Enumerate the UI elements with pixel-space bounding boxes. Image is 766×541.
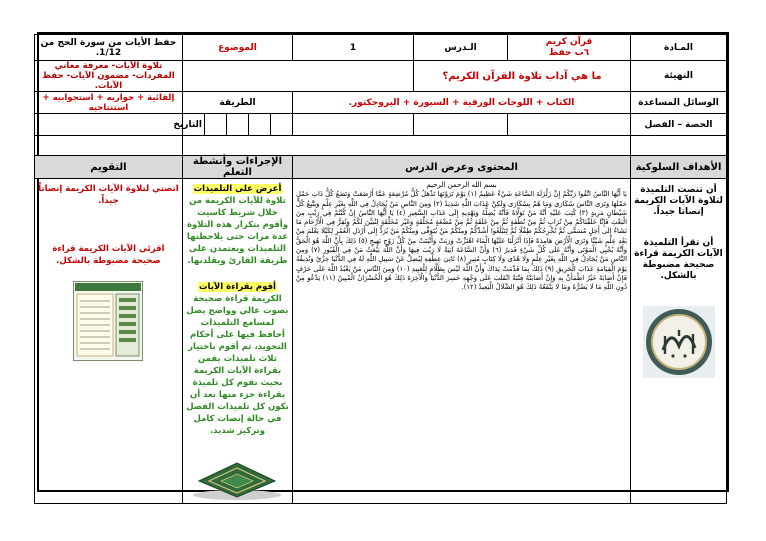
evaluation-read: اقرئي الآيات الكريمة قراءة صحيحة مضبوطة بالشكل. (52, 244, 165, 266)
warmup-question: ما هي آداب تلاوة القرآن الكريم؟ (414, 61, 631, 92)
topic-label: الموضوع (182, 35, 292, 61)
procedure-step-2 (186, 281, 289, 437)
quran-calligraphy-icon (643, 306, 715, 378)
lesson-plan-table (34, 34, 727, 504)
subject-label: المـادة (631, 35, 727, 61)
verses-text: يَا أَيُّهَا النَّاسُ اتَّقُوا رَبَّكُمْ إِنَّ زَلْزَلَةَ السَّاعَةِ شَيْءٌ عَظِيمٌ (١) يَوْمَ تَرَوْنَهَا تَذْهَلُ كُلُّ مُرْضِعَةٍ عَمَّا أَرْضَعَتْ وَتَضَعُ كُلُّ ذَاتِ حَمْلٍ حَمْلَهَا وَتَرَى النَّاسَ سُكَارَى وَمَا هُمْ بِسُكَارَى وَلَكِنَّ عَذَابَ اللَّهِ شَدِيدٌ (٢) وَمِنَ النَّاسِ مَنْ يُجَادِلُ فِي اللَّهِ بِغَيْرِ عِلْمٍ وَيَتَّبِعُ كُلَّ شَيْطَانٍ مَرِيدٍ (٣) كُتِبَ عَلَيْهِ أَنَّهُ مَنْ تَوَلَّاهُ فَأَنَّهُ يُضِلُّهُ وَيَهْدِيهِ إِلَى عَذَابِ السَّعِيرِ (٤) يَا أَيُّهَا النَّاسُ إِنْ كُنْتُمْ فِي رَيْبٍ مِنَ الْبَعْثِ فَإِنَّا خَلَقْنَاكُمْ مِنْ تُرَابٍ ثُمَّ مِنْ نُطْفَةٍ ثُمَّ مِنْ عَلَقَةٍ ثُمَّ مِنْ مُضْغَةٍ مُخَلَّقَةٍ وَغَيْرِ مُخَلَّقَةٍ لِنُبَيِّنَ لَكُمْ وَنُقِرُّ فِي الْأَرْحَامِ مَا نَشَاءُ إِلَى أَجَلٍ مُسَمًّى ثُمَّ نُخْرِجُكُمْ طِفْلًا ثُمَّ لِتَبْلُغُوا أَشُدَّكُمْ وَمِنْكُمْ مَنْ يُتَوَفَّى وَمِنْكُمْ مَنْ يُرَدُّ إِلَى أَرْذَلِ الْعُمُرِ لِكَيْلَا يَعْلَمَ مِنْ بَعْدِ عِلْمٍ شَيْئًا وَتَرَى الْأَرْضَ هَامِدَةً فَإِذَا أَنْزَلْنَا عَلَيْهَا الْمَاءَ اهْتَزَّتْ وَرَبَتْ وَأَنْبَتَتْ مِنْ كُلِّ زَوْجٍ بَهِيجٍ (٥) ذَلِكَ بِأَنَّ اللَّهَ هُوَ الْحَقُّ وَأَنَّهُ يُحْيِي الْمَوْتَى وَأَنَّهُ عَلَى كُلِّ شَيْءٍ قَدِيرٌ (٦) وَأَنَّ السَّاعَةَ آتِيَةٌ لَا رَيْبَ فِيهَا وَأَنَّ اللَّهَ يَبْعَثُ مَنْ فِي الْقُبُورِ (٧) وَمِنَ النَّاسِ مَنْ يُجَادِلُ فِي اللَّهِ بِغَيْرِ عِلْمٍ وَلَا هُدًى وَلَا كِتَابٍ مُنِيرٍ (٨) ثَانِيَ عِطْفِهِ لِيُضِلَّ عَنْ سَبِيلِ اللَّهِ لَهُ فِي الدُّنْيَا خِزْيٌ وَنُذِيقُهُ يَوْمَ الْقِيَامَةِ عَذَابَ الْحَرِيقِ (٩) ذَلِكَ بِمَا قَدَّمَتْ يَدَاكَ وَأَنَّ اللَّهَ لَيْسَ بِظَلَّامٍ لِلْعَبِيدِ (١٠) وَمِنَ النَّاسِ مَنْ يَعْبُدُ اللَّهَ عَلَى حَرْفٍ فَإِنْ أَصَابَهُ خَيْرٌ اطْمَأَنَّ بِهِ وَإِنْ أَصَابَتْهُ فِتْنَةٌ انْقَلَبَ عَلَى وَجْهِهِ خَسِرَ الدُّنْيَا وَالْآخِرَةَ ذَلِكَ هُوَ الْخُسْرَانُ الْمُبِينُ (١١) يَدْعُو مِنْ دُونِ اللَّهِ مَا لَا يَضُرُّهُ وَمَا لَا يَنْفَعُهُ ذَلِكَ هُوَ الضَّلَالُ الْبَعِيدُ (١٢). (296, 190, 628, 292)
lesson-plan-sheet (37, 32, 729, 492)
subject-value: قرآن كريم ٦ب حفظ (508, 35, 631, 61)
step-2-text: الكريمة قراءة صحيحة بصوت عالي وواضح يصل لمسامع التلميذات أحافظ فيها على أحكام التجويد، ثم أقوم باختيار ثلاث تلميذات يقمن بقراءة الآيات الكريمة بحيث تقوم كل تلميذة بقراءة جزء منها بعد أن تكون كل تلميذات الفصل في حالة إنصات كامل وتركيز شديد. (186, 294, 289, 436)
basmala: بسم الله الرحمن الرحيم (426, 181, 497, 189)
aids-label: الوسائل المساعدة (631, 92, 727, 114)
method-label: الطريقة (182, 92, 292, 114)
verses-block (296, 181, 627, 293)
quran-software-icon (73, 281, 143, 361)
evaluation-cell (34, 179, 182, 504)
content-cell (293, 179, 631, 504)
lesson-number: 1 (293, 35, 414, 61)
method-value: إلقائية + حواريه + استجوابيه + استنتاجيه (34, 92, 182, 114)
step-2-title: أقوم بقراءة الآيات (198, 282, 276, 292)
period-label: الحصة – الفصل (631, 114, 727, 136)
objectives-cell (631, 179, 727, 504)
procedures-header: الإجراءات وأنشطة التعلم (182, 156, 292, 179)
step-1-text: تلاوة للآيات الكريمة من خلال شريط كاسيت وأقوم بتكرار هذه التلاوة عدة مرات حتى يلاحظنها التلميذات ويعتمدن على طريقة القارئ ويقلدنها. (186, 196, 289, 266)
lesson-label: الـدرس (414, 35, 508, 61)
objective-read: أن تقرأ التلميذة الآيات الكريمة قراءة صحيحة مضبوطة بالشكل. (634, 238, 723, 281)
objectives-header: الأهداف السلوكية (631, 156, 727, 179)
topic-value: حفظ الأيات من سورة الحج من 1/12. (34, 35, 182, 61)
procedures-cell (182, 179, 292, 504)
evaluation-listen: انصتي لتلاوة الآيات الكريمة إنصاتاً جيداً. (38, 184, 179, 206)
prayer-mat-icon (189, 455, 285, 501)
warmup-label: التهيئة (631, 61, 727, 92)
evaluation-header: التقويم (34, 156, 182, 179)
objective-listen: أن تنصت التلميذة لتلاوة الآيات الكريمة إنصاتا جيداً. (634, 185, 723, 217)
procedure-step-1 (186, 183, 289, 267)
skills-value: تلاوة الآيات- معرفة معاني المفردات- مضمون الآيات- حفظ الآيات. (34, 61, 182, 92)
aids-value: الكتاب + اللوحات الورقية + السبورة + البروجكتور. (293, 92, 631, 114)
step-1-title: أعرض على التلميذات (193, 184, 282, 194)
content-header: المحتوى وعرض الدرس (293, 156, 631, 179)
date-label: التاريخ (182, 114, 204, 136)
